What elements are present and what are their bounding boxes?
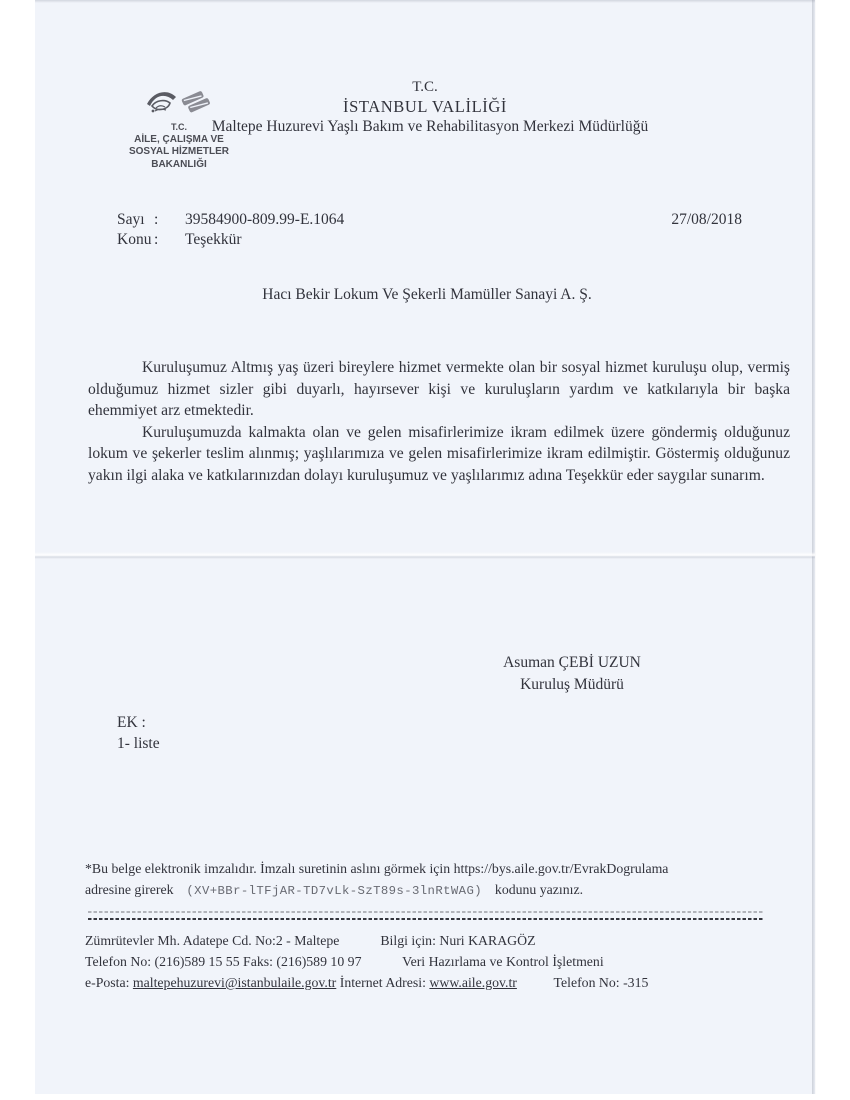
- attachment-item: 1- liste: [117, 735, 160, 752]
- logo-line2: SOSYAL HİZMETLER: [128, 146, 229, 157]
- esignature-footnote: [85, 859, 801, 901]
- logo-line1: AİLE, ÇALIŞMA VE: [134, 133, 224, 145]
- footer-line-1: [85, 933, 801, 949]
- footer-web-link: www.aile.gov.tr: [429, 975, 517, 990]
- paper-fold-crease: [35, 552, 815, 559]
- letterhead-department: Maltepe Huzurevi Yaşlı Bakım ve Rehabilitasyon Merkezi Müdürlüğü: [211, 118, 649, 135]
- footer-unit: Veri Hazırlama ve Kontrol İşletmeni: [402, 954, 604, 969]
- konu-colon: :: [154, 231, 159, 248]
- attachment-label: EK :: [117, 714, 146, 731]
- body-paragraph-1: Kuruluşumuz Altmış yaş üzeri bireylere hizmet vermekte olan bir sosyal hizmet kuruluşu olup, vermiş olduğumuz hizmet sizler gibi duyarlı, hayırsever kişi ve kuruluşların yardım ve katkılarıyla bir başka ehemmiyet arz etmektedir.: [88, 359, 790, 420]
- sayi-label: Sayı: [117, 211, 145, 228]
- footnote-line-1: *Bu belge elektronik imzalıdır. İmzalı suretinin aslını görmek için https://bys.aile.gov.tr/EvrakDogrulama: [85, 861, 669, 876]
- signer-title: Kuruluş Müdürü: [520, 676, 624, 693]
- footer-phone-fax: Telefon No: (216)589 15 55 Faks: (216)589 10 97: [85, 954, 362, 969]
- body-paragraph-2: Kuruluşumuzda kalmakta olan ve gelen misafirlerimize ikram edilmek üzere göndermiş olduğunuz lokum ve şekerler teslim alınmış; yaşlılarımıza ve gelen misafirlerimize ikram edilmiştir. Göstermiş olduğunuz yakın ilgi alaka ve katkılarınızdan dolayı kuruluşumuz ve yaşlılarımız adına Teşekkür eder saygılar sunarım.: [88, 423, 790, 484]
- scan-right-edge-shadow: [812, 0, 816, 1094]
- dashed-separator: [88, 918, 764, 920]
- footer-phone2: Telefon No: -315: [553, 975, 649, 990]
- footer-web-label: İnternet Adresi:: [339, 975, 426, 990]
- konu-label: Konu: [117, 231, 152, 248]
- verification-code: (XV+BBr-lTFjAR-TD7vLk-SzT89s-3lnRtWAG): [186, 883, 483, 898]
- footer-address: Zümrütevler Mh. Adatepe Cd. No:2 - Maltepe: [85, 933, 340, 948]
- signature-block: [460, 652, 684, 696]
- scan-top-shadow: [35, 0, 815, 3]
- footnote-line2-prefix: adresine girerek: [85, 881, 174, 897]
- document-date: 27/08/2018: [671, 211, 742, 228]
- letter-body: [88, 357, 790, 487]
- konu-value: Teşekkür: [185, 231, 242, 248]
- signer-name: Asuman ÇEBİ UZUN: [503, 654, 641, 671]
- logo-line3: BAKANLIĞI: [151, 158, 207, 170]
- dashed-separator-faint: [88, 911, 764, 913]
- footer-line-2: [85, 954, 801, 970]
- letterhead-office: İSTANBUL VALİLİĞİ: [343, 97, 507, 116]
- sayi-colon: :: [154, 211, 159, 228]
- sayi-value: 39584900-809.99-E.1064: [185, 211, 345, 228]
- footer-contact: Bilgi için: Nuri KARAGÖZ: [380, 933, 536, 948]
- logo-tc: T.C.: [170, 122, 187, 132]
- footnote-line2-suffix: kodunu yazınız.: [494, 881, 584, 897]
- footer-line-3: [85, 975, 801, 991]
- footer-email-label: e-Posta:: [85, 975, 130, 990]
- footnote-line-2: [85, 880, 801, 902]
- footer-email-link: maltepehuzurevi@istanbulaile.gov.tr: [132, 975, 337, 990]
- letterhead-tc: T.C.: [412, 79, 438, 95]
- recipient-line: Hacı Bekir Lokum Ve Şekerli Mamüller Sanayi A. Ş.: [262, 286, 592, 303]
